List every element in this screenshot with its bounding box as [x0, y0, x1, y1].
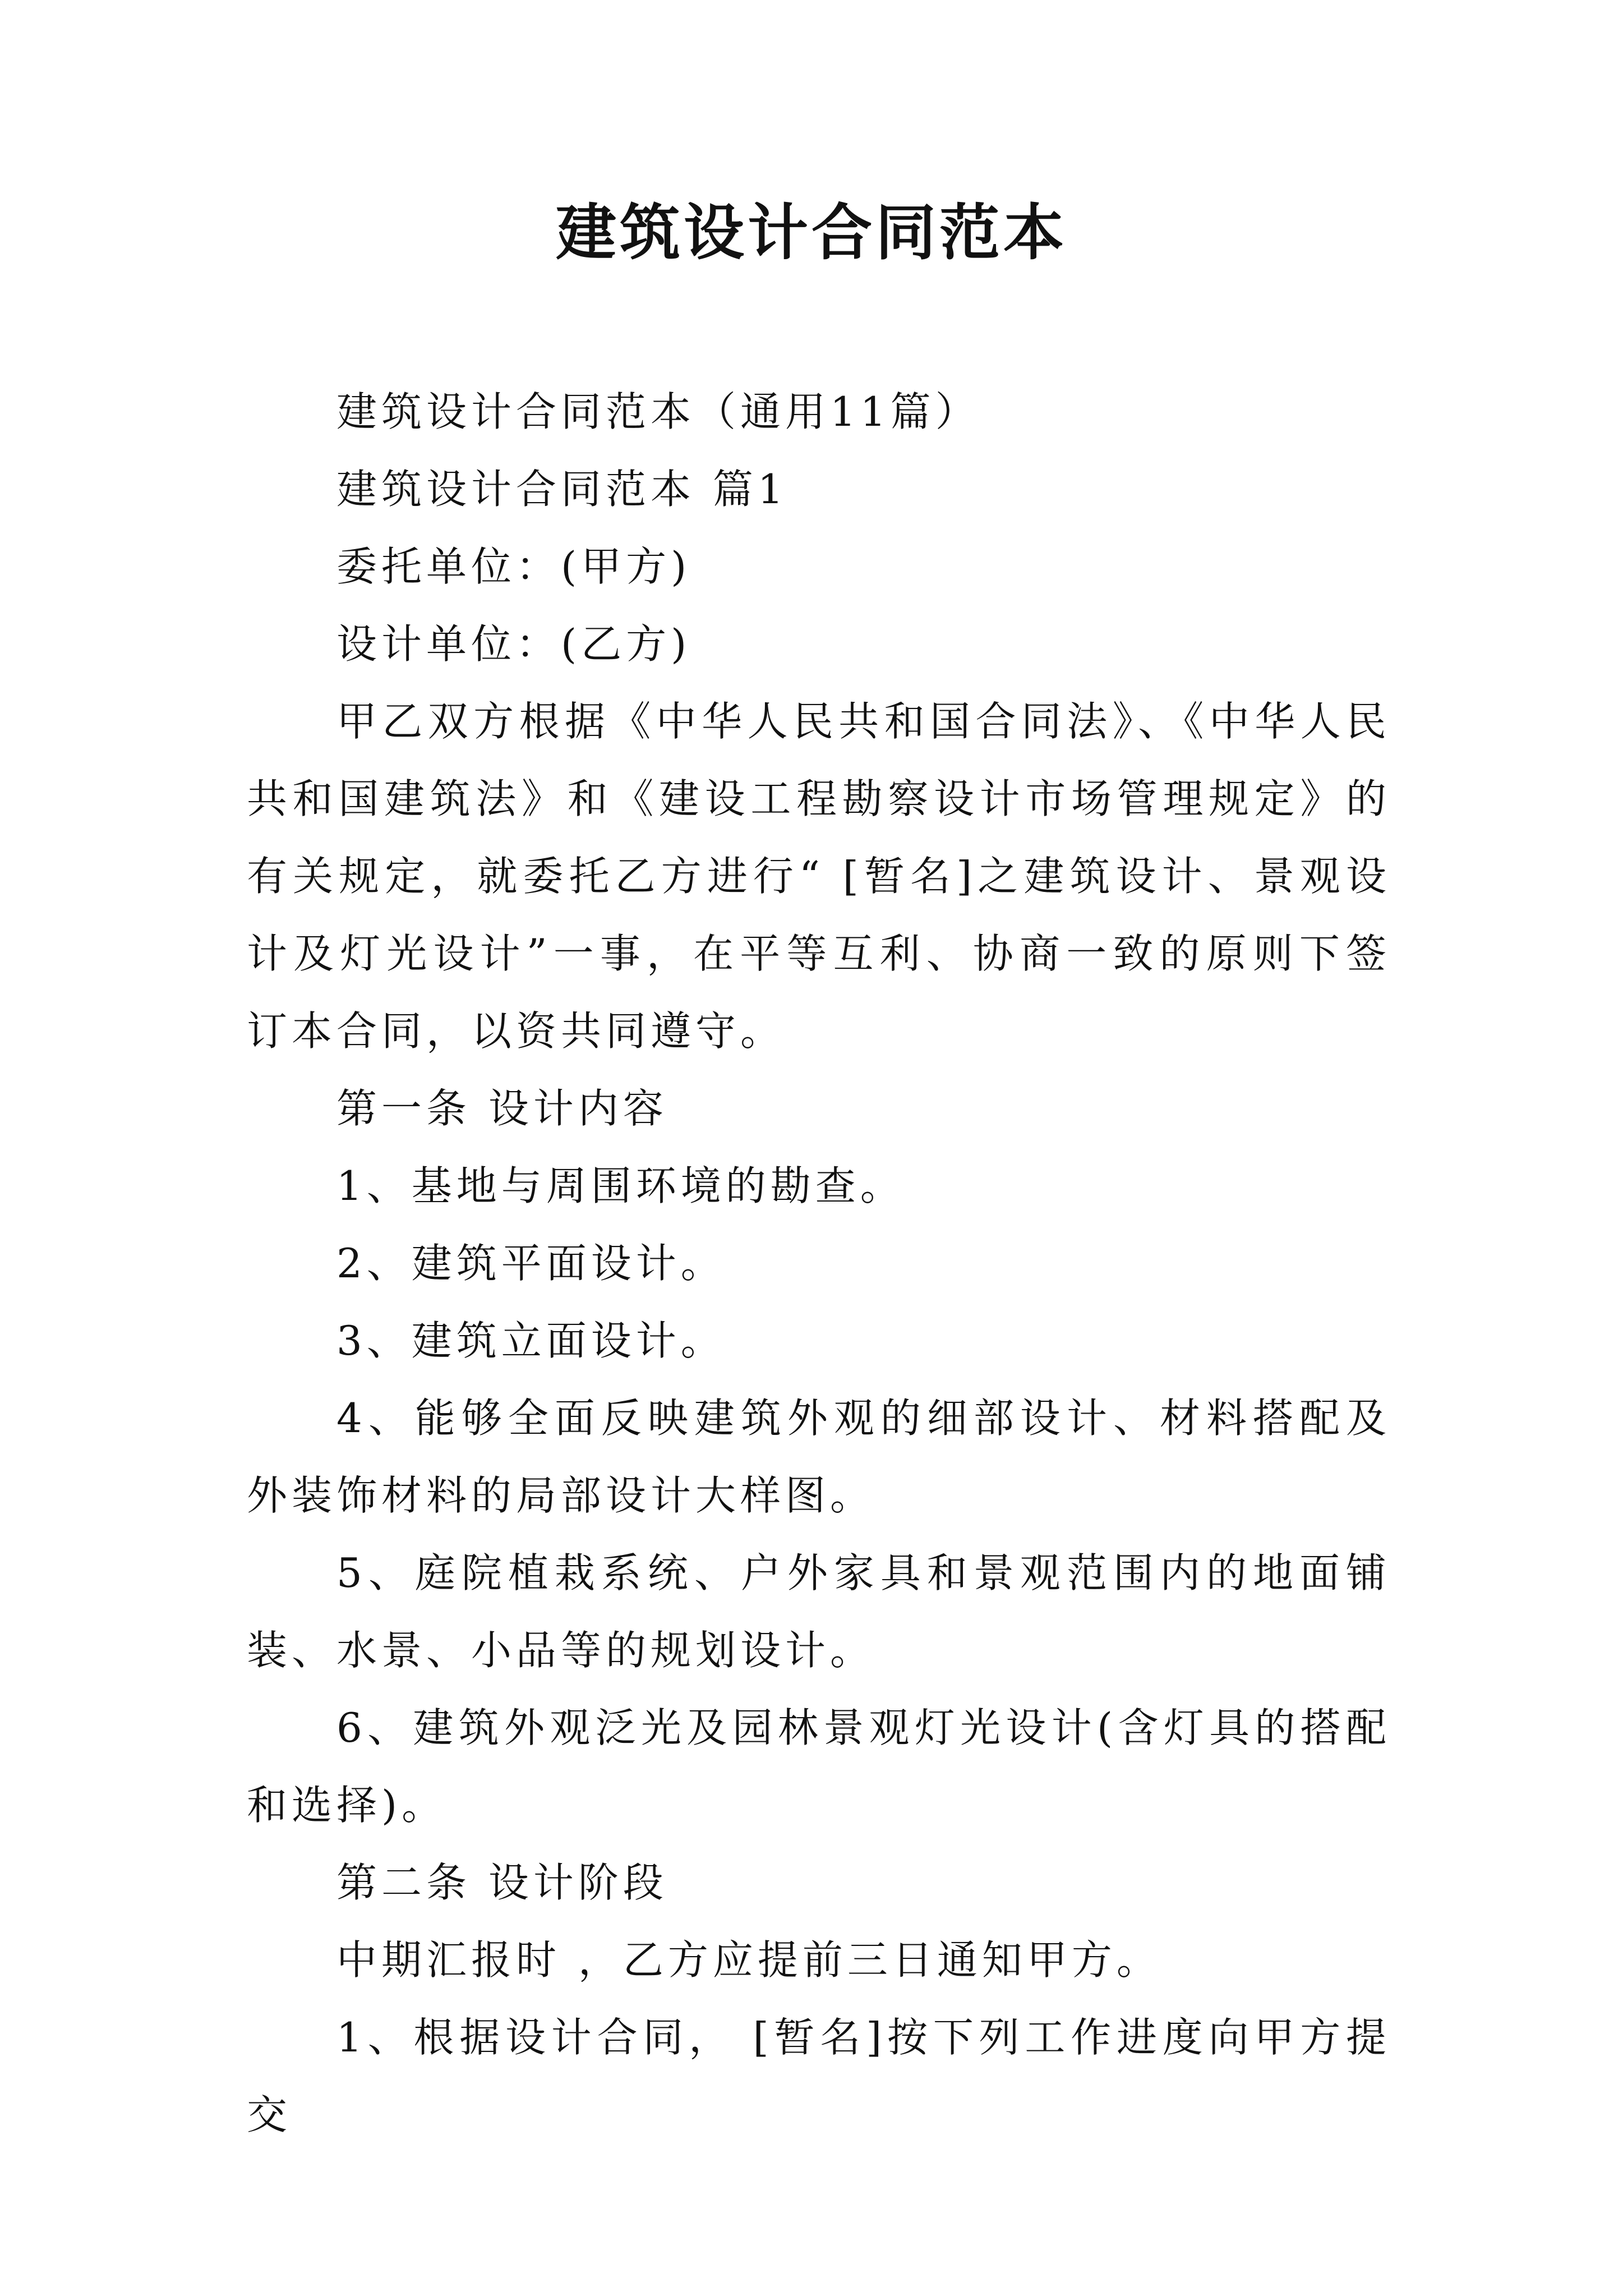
paragraph-item-2: 2、建筑平面设计。: [336, 1240, 726, 1287]
paragraph-item-1: 1、基地与周围环境的勘查。: [336, 1162, 905, 1209]
paragraph-designer: 设计单位：(乙方): [336, 620, 691, 668]
paragraph-client: 委托单位：(甲方): [336, 543, 691, 590]
paragraph-item-6: 6、建筑外观泛光及园林景观灯光设计(含灯具的搭配和选择)。: [247, 1704, 1391, 1829]
paragraph-subtitle: 建筑设计合同范本（通用11篇）: [336, 388, 980, 435]
paragraph-item-4: 4、能够全面反映建筑外观的细部设计、材料搭配及外装饰材料的局部设计大样图。: [247, 1395, 1391, 1519]
paragraph-item-5: 5、庭院植栽系统、户外家具和景观范围内的地面铺装、水景、小品等的规划设计。: [247, 1549, 1391, 1674]
paragraph-section-heading: 建筑设计合同范本 篇1: [336, 466, 788, 513]
paragraph-article-2-heading: 第二条 设计阶段: [336, 1859, 668, 1906]
paragraph-preamble: 甲乙双方根据《中华人民共和国合同法》、《中华人民共和国建筑法》和《建设工程勘察设计市场管理规定》的有关规定，就委托乙方进行“ [暂名]之建筑设计、景观设计及灯光设计”一事，在平等互利、协商一致的原则下签订本合同，以资共同遵守。: [247, 698, 1391, 1055]
document-body: [247, 373, 1391, 2154]
paragraph-article-1-heading: 第一条 设计内容: [336, 1085, 668, 1132]
paragraph-schedule-item-1: 1、根据设计合同， [暂名]按下列工作进度向甲方提交: [247, 2014, 1391, 2138]
paragraph-midterm-report: 中期汇报时 ，乙方应提前三日通知甲方。: [336, 1936, 1161, 1984]
document-title: 建筑设计合同范本: [555, 197, 1067, 268]
paragraph-item-3: 3、建筑立面设计。: [336, 1317, 726, 1364]
